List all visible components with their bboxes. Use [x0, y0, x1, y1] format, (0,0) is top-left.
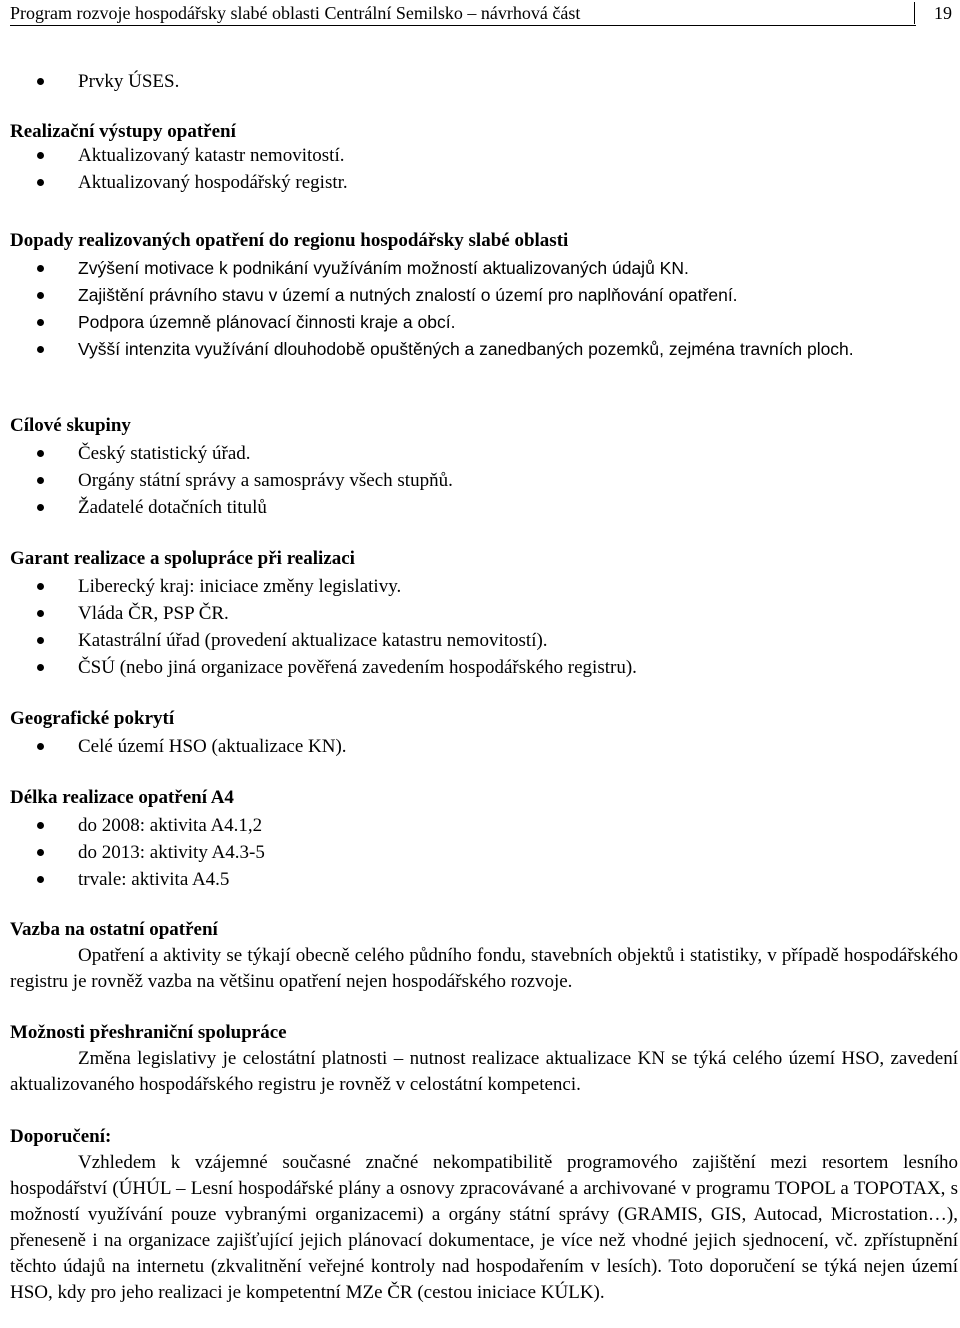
section-delka-realizace — [10, 785, 958, 893]
list-item: Zvýšení motivace k podnikání využíváním možností aktualizovaných údajů KN. — [10, 255, 958, 282]
bullet-list — [10, 255, 958, 363]
page-number: 19 — [934, 3, 952, 23]
list-item: Aktualizovaný hospodářský registr. — [10, 169, 958, 196]
section-heading: Geografické pokrytí — [10, 708, 175, 729]
bullet-list — [10, 142, 958, 196]
section-moznosti — [10, 1020, 958, 1098]
section-paragraph: Změna legislativy je celostátní platnosti – nutnost realizace aktualizace KN se týká celého území HSO, zavedení aktualizovaného hospodářského registru je rovněž v celostátní kompetenci. — [10, 1048, 958, 1095]
header-title: Program rozvoje hospodářsky slabé oblasti Centrální Semilsko – návrhová část — [10, 3, 581, 23]
section-garant — [10, 546, 958, 681]
list-item: Žadatelé dotačních titulů — [10, 494, 958, 521]
bullet-list — [10, 733, 958, 760]
list-item: Celé území HSO (aktualizace KN). — [10, 733, 958, 760]
section-heading: Garant realizace a spolupráce při realizaci — [10, 548, 355, 569]
bullet-list — [10, 573, 958, 681]
list-item: trvale: aktivita A4.5 — [10, 866, 958, 893]
header-rule — [10, 25, 916, 26]
list-item: Liberecký kraj: iniciace změny legislativy. — [10, 573, 958, 600]
list-item: Zajištění právního stavu v území a nutných znalostí o území pro naplňování opatření. — [10, 282, 958, 309]
section-vazba — [10, 917, 958, 995]
list-item: Aktualizovaný katastr nemovitostí. — [10, 142, 958, 169]
section-dopady — [10, 228, 958, 363]
section-geograficke-pokryti — [10, 706, 958, 760]
list-item: Prvky ÚSES. — [10, 68, 958, 95]
section-heading: Realizační výstupy opatření — [10, 121, 236, 142]
section-paragraph: Vzhledem k vzájemné současné značné nekompatibilitě programového zajištění mezi resortem lesního hospodářství (ÚHÚL – Lesní hospodářské plány a osnovy zpracovávané a archivované v programu TOPOL a TOPOTAX, s možností využívání pouze vybranými organizacemi) a orgány státní správy (GRAMIS, GIS, Autocad, Microstation…), přeneseně i na organizace zajišťující jejich plánovací dokumentace, je více než vhodné jejich sjednocení, vč. zpřístupnění těchto údajů na internetu (zkvalitnění veřejné kontroly nad hospodařením v lesích). Toto doporučení se týká nejen území HSO, kdy pro jeho realizaci je kompetentní MZe ČR (cestou iniciace KÚLK). — [10, 1152, 958, 1303]
section-doporuceni — [10, 1124, 958, 1306]
page-header — [0, 0, 960, 26]
list-item: Katastrální úřad (provedení aktualizace katastru nemovitostí). — [10, 627, 958, 654]
section-heading: Doporučení: — [10, 1126, 112, 1147]
section-realizacni-vystupy — [10, 119, 958, 196]
list-item: Orgány státní správy a samosprávy všech stupňů. — [10, 467, 958, 494]
section-heading: Možnosti přeshraniční spolupráce — [10, 1022, 287, 1043]
list-item: Podpora územně plánovací činnosti kraje a obcí. — [10, 309, 958, 336]
list-item: do 2008: aktivita A4.1,2 — [10, 812, 958, 839]
intro-section — [10, 68, 958, 95]
intro-list — [10, 68, 958, 95]
header-separator — [914, 2, 915, 24]
section-heading: Délka realizace opatření A4 — [10, 787, 234, 808]
list-item: Vláda ČR, PSP ČR. — [10, 600, 958, 627]
bullet-list — [10, 440, 958, 521]
section-heading: Cílové skupiny — [10, 415, 131, 436]
list-item: do 2013: aktivity A4.3-5 — [10, 839, 958, 866]
list-item: Vyšší intenzita využívání dlouhodobě opuštěných a zanedbaných pozemků, zejména travních ploch. — [10, 336, 958, 363]
section-heading: Dopady realizovaných opatření do regionu hospodářsky slabé oblasti — [10, 230, 569, 251]
list-item: Český statistický úřad. — [10, 440, 958, 467]
section-heading: Vazba na ostatní opatření — [10, 919, 218, 940]
section-cilove-skupiny — [10, 413, 958, 521]
section-paragraph: Opatření a aktivity se týkají obecně celého půdního fondu, stavebních objektů i statistiky, v případě hospodářského registru je rovněž vazba na většinu opatření nejen hospodářského rozvoje. — [10, 945, 958, 992]
bullet-list — [10, 812, 958, 893]
list-item: ČSÚ (nebo jiná organizace pověřená zavedením hospodářského registru). — [10, 654, 958, 681]
